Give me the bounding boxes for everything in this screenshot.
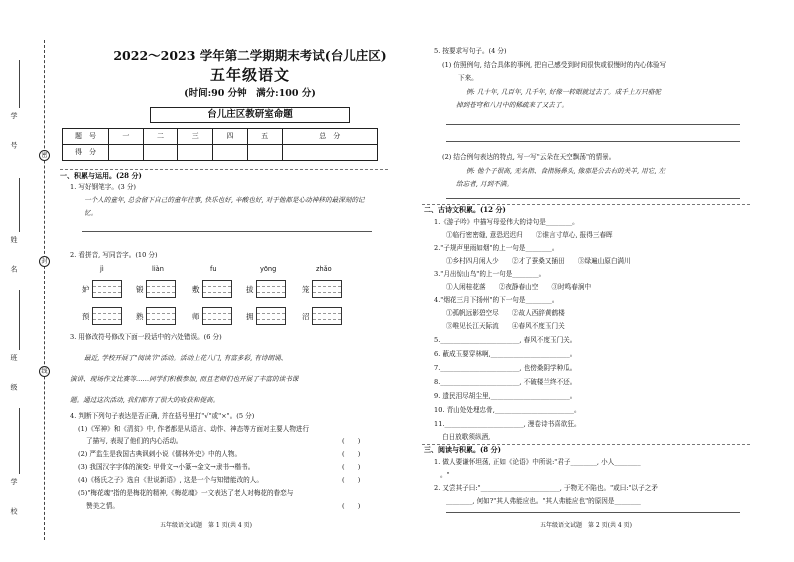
- char-row2-5: 沼: [302, 312, 310, 321]
- char-row1-2: 锻: [136, 285, 144, 294]
- answer-box[interactable]: [256, 307, 286, 325]
- class-line: [19, 290, 20, 350]
- name-line: [19, 178, 20, 232]
- score-cell: 得 分: [63, 145, 109, 161]
- page1-footer: 五年级语文试题 第 1 页(共 4 页): [160, 522, 252, 529]
- char-row1-1: 妒: [82, 285, 90, 294]
- school-label: 学 校: [10, 478, 18, 525]
- q4-item: 了描写, 表现了他们的内心活动。: [86, 437, 183, 445]
- q1-copy-text: 一个人的童年, 总会留下自己的童年往事, 快乐也好, 辛酸也好, 对于他都是心动神移的最深刻的记忆。: [84, 196, 365, 217]
- poem-question: 1.《游子吟》中描写母爱伟大的诗句是________。: [434, 218, 579, 226]
- seal-xian: 线: [39, 366, 50, 377]
- q4-item: 赞美之情。: [86, 502, 119, 510]
- pinyin-1: jì: [100, 265, 104, 273]
- subject-title: 五年级语文: [209, 66, 290, 84]
- judge-paren[interactable]: ( ): [342, 450, 361, 458]
- char-row2-4: 拥: [246, 312, 254, 321]
- poem-fill[interactable]: 8.________________________, 不破楼兰终不还。: [434, 378, 577, 386]
- char-row1-3: 敷: [192, 285, 200, 294]
- q3-text-line1: 最近, 学校开展了"阅读节"活动。活动上花八门, 有富多彩, 有诗朗诵、: [84, 354, 288, 362]
- char-row1-4: 拔: [246, 285, 254, 294]
- poem-fill[interactable]: 5.________________________, 春风不度玉门关。: [434, 336, 577, 344]
- part3-heading: 三、阅读与积累。(8 分): [424, 445, 501, 454]
- judge-paren[interactable]: ( ): [342, 437, 361, 445]
- score-input-cell[interactable]: [282, 145, 377, 161]
- char-row2-3: 师: [192, 312, 200, 321]
- answer-box[interactable]: [312, 280, 342, 298]
- char-row2-1: 预: [82, 312, 90, 321]
- char-row2-2: 熟: [136, 312, 144, 321]
- score-table: [62, 128, 378, 161]
- q4-item: (5)"梅花魂"指的是梅花的精神,《梅花魂》一文表达了老人对梅花的眷恋与: [78, 489, 294, 497]
- reading-q2[interactable]: 2. 又尝其子曰:"________________________, 于物无不陷也。"或曰:"以子之矛: [434, 484, 658, 492]
- answer-box[interactable]: [92, 280, 122, 298]
- seal-feng: 封: [39, 256, 50, 267]
- score-cell: 三: [178, 129, 213, 145]
- judge-paren[interactable]: ( ): [342, 463, 361, 471]
- student-id-label: 学 号: [10, 112, 18, 159]
- reading-q1[interactable]: 1. 做人要谦怀坦荡, 正如《论语》中所说:"君子________, 小人________: [434, 458, 641, 466]
- q5-1-example-line1: 例: 几十年, 几百年, 几千年, 好像一转眼就过去了。成千上万只骆驼: [466, 88, 661, 96]
- q5-1-example-line2: 掉到苍穹和八月中的稀疏来了又去了。: [456, 101, 569, 109]
- pinyin-2: liàn: [152, 265, 164, 273]
- class-label: 班 级: [10, 354, 18, 401]
- q5-1-prompt-cont: 下来。: [458, 74, 478, 82]
- answer-box[interactable]: [312, 307, 342, 325]
- q5-1-answer-line[interactable]: [446, 124, 740, 125]
- q5-1-answer-line[interactable]: [446, 141, 740, 142]
- score-cell: 总 分: [282, 129, 377, 145]
- q4-item: (4)《杨氏之子》选自《世说新语》, 这是一个与知错能改的人。: [78, 476, 263, 484]
- score-input-cell[interactable]: [213, 145, 248, 161]
- poem-question: 4."烟花三月下扬州"的下一句是________。: [434, 296, 559, 304]
- judge-paren[interactable]: ( ): [342, 476, 361, 484]
- answer-box[interactable]: [202, 280, 232, 298]
- score-input-cell[interactable]: [109, 145, 144, 161]
- poem-fill[interactable]: 6. 蔽成玉要穿林啊,________________________。: [434, 350, 577, 358]
- poem-question: 3."月出惊山鸟"的上一句是________。: [434, 270, 546, 278]
- part2-heading: 二、古诗文积累。(12 分): [424, 205, 506, 214]
- reading-q1-cont: 。": [440, 471, 450, 479]
- answer-box[interactable]: [92, 307, 122, 325]
- score-input-cell[interactable]: [178, 145, 213, 161]
- time-score: (时间:90 分钟 满分:100 分): [184, 88, 316, 99]
- answer-box[interactable]: [146, 280, 176, 298]
- score-cell: 四: [213, 129, 248, 145]
- poem-options: ③唯见长江天际流 ④春风不度玉门关: [446, 322, 565, 330]
- answer-box[interactable]: [146, 307, 176, 325]
- q3-text-line3: 题。通过这次活动, 我们都有了很大的收获和提高。: [70, 396, 220, 404]
- author-banner: 台儿庄区教研室命题: [150, 107, 350, 123]
- q1-writing-line[interactable]: [82, 231, 372, 232]
- q4-label: 4. 判断下列句子表达是否正确, 并在括号里打"√"或"×"。(5 分): [70, 412, 255, 420]
- q5-2-answer-line[interactable]: [446, 198, 740, 199]
- char-row1-5: 笼: [302, 285, 310, 294]
- poem-fill-cont: 白日放歌须纵酒,: [442, 433, 491, 441]
- name-label: 姓 名: [10, 236, 18, 283]
- binding-strip: [0, 0, 58, 562]
- q1-label: 1. 写好钢笔字。(3 分): [70, 183, 136, 191]
- poem-options: ①人闲桂花落 ②夜静春山空 ③时鸣春涧中: [446, 283, 592, 291]
- q5-2-example-line1: 例: 他个子很高, 无名指、食指肠鼻头, 像那是公去右的关羊, 用它, 左: [466, 167, 666, 175]
- q5-2-example-line2: 给忘者, 月到不满。: [456, 180, 513, 188]
- score-input-cell[interactable]: [143, 145, 178, 161]
- score-table-score-row: [63, 145, 378, 161]
- score-table-header-row: [63, 129, 378, 145]
- seal-mi: 密: [39, 150, 50, 161]
- pinyin-4: yōng: [260, 265, 277, 273]
- judge-paren[interactable]: ( ): [342, 502, 361, 510]
- pinyin-5: zhǎo: [316, 265, 332, 273]
- score-input-cell[interactable]: [247, 145, 282, 161]
- page2-footer: 五年级语文试题 第 2 页(共 4 页): [540, 522, 632, 529]
- poem-fill[interactable]: 7.________________________, 也傍桑阴学种瓜。: [434, 364, 577, 372]
- poem-question: 2."子规声里雨如烟"的上一句是________。: [434, 244, 559, 252]
- poem-fill[interactable]: 9. 遗民泪尽胡尘里,________________________。: [434, 392, 577, 400]
- score-cell: 一: [109, 129, 144, 145]
- q5-2-prompt: (2) 结合例句表达的特点, 写一写"云朵在天空飘荡"的情景。: [442, 153, 616, 161]
- section-divider: [60, 169, 388, 170]
- poem-options: ①孤帆远影碧空尽 ②故人西辞黄鹤楼: [446, 309, 565, 317]
- q3-text-line2: 演讲、现场作文比赛等……同学们积极参加, 而且老师们也开展了丰富的读书课: [70, 375, 299, 383]
- poem-options: ①乡村四月闲人少 ②才了蚕桑又插田 ③绿遍山原白满川: [446, 257, 631, 265]
- score-cell: 五: [247, 129, 282, 145]
- q5-1-prompt: (1) 仿照例句, 结合具体的事例, 把自己感受到时间很快或很慢时的内心体验写: [442, 61, 667, 69]
- q5-label: 5. 按要求写句子。(4 分): [434, 47, 507, 55]
- binding-dashed-line: [44, 40, 45, 540]
- answer-box[interactable]: [202, 307, 232, 325]
- answer-box[interactable]: [256, 280, 286, 298]
- q4-item: (1)《军神》和《清贫》中, 作者都是从语言、动作、神态等方面对主要人物进行: [78, 425, 310, 433]
- q4-item: (3) 我国汉字字体的演变: 甲骨文→小篆→金文→隶书→楷书。: [78, 463, 255, 471]
- exam-title: 2022～2023 学年第二学期期末考试(台儿庄区): [113, 48, 387, 63]
- school-line: [19, 408, 20, 474]
- part1-heading: 一、积累与运用。(28 分): [60, 171, 142, 180]
- poem-options: ①临行密密缝, 意恐迟迟归 ②谁言寸草心, 报得三春晖: [446, 231, 613, 239]
- q3-label: 3. 用修改符号修改下面一段话中的六处错误。(6 分): [70, 333, 222, 341]
- pinyin-3: fu: [210, 265, 217, 273]
- reading-q2-cont[interactable]: ________, 何如?"其人弗能应也。"其人弗能应也"的原因是________: [446, 497, 641, 505]
- score-cell: 二: [143, 129, 178, 145]
- poem-fill[interactable]: 10. 青山处处埋忠骨,________________________。: [434, 406, 581, 414]
- q4-item: (2) 严监生是我国古典讽刺小说《儒林外史》中的人物。: [78, 450, 242, 458]
- poem-fill[interactable]: 11.________________________, 漫卷诗书喜欲狂。: [434, 420, 581, 428]
- q2-label: 2. 看拼音, 写同音字。(10 分): [70, 251, 158, 259]
- reading-answer-line[interactable]: [446, 512, 740, 513]
- score-cell: 题 号: [63, 129, 109, 145]
- student-id-line: [19, 60, 20, 108]
